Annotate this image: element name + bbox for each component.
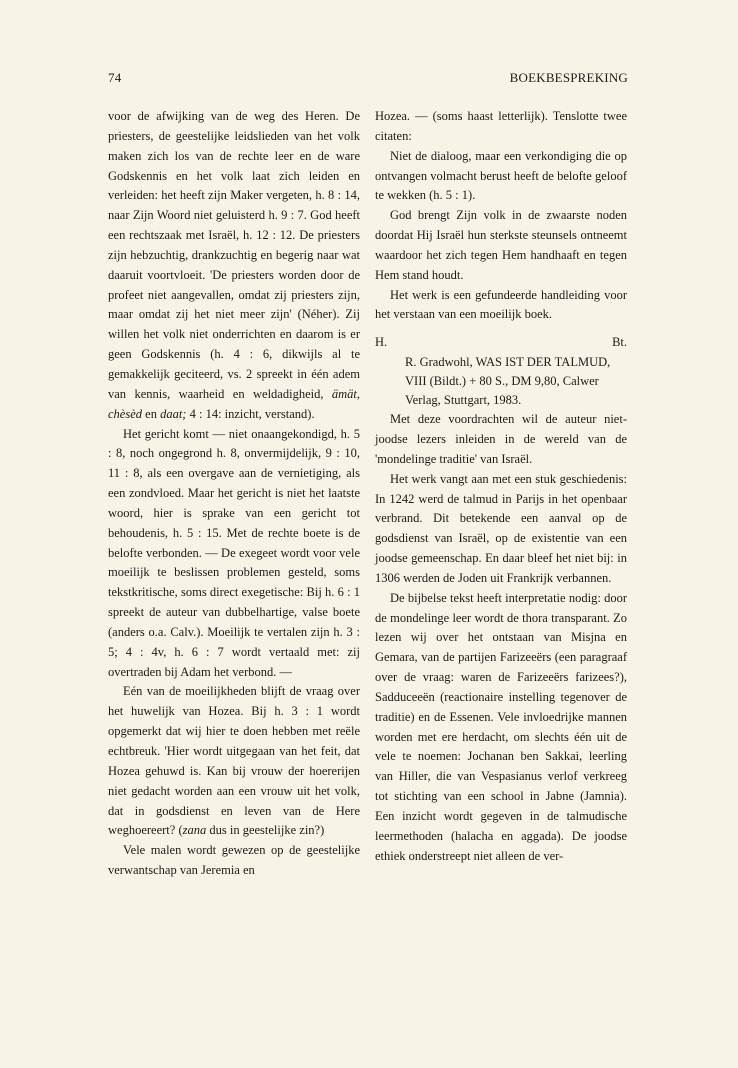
paragraph: Het werk is een gefundeerde handleiding voor het verstaan van een moeilijk boek. xyxy=(375,287,627,322)
paragraph: Met deze voordrachten wil de auteur niet-joodse lezers inleiden in de wereld van de 'mondelinge traditie' van Israël. xyxy=(375,412,627,466)
paragraph: Hozea. — (soms haast letterlijk). Tenslotte twee citaten: xyxy=(375,109,627,143)
paragraph: Het gericht komt — niet onaangekondigd, h. 5 : 8, noch ongegrond h. 8, onvermijdelijk, 9 : 10, 11 : 8, als een overgave aan de vernietiging, als een zondvloed. Maar het gericht is niet het laatste woord, hier is sprake van een gericht tot behoudenis, h. 5 : 15. Met de rechte boete is de belofte verbonden. — De exegeet wordt voor vele moeilijk te beslissen problemen gesteld, soms tekstkritische, soms direct exegetische: Bij h. 6 : 1 spreekt de auteur van dubbelhartige, valse boete (anders o.a. Calv.). Moeilijk te vertalen zijn h. 3 : 5; 4 : 4v, h. 6 : 7 wordt vertaald met: zij overtraden bij Adam het verbond. — xyxy=(108,426,360,679)
text-span: voor de afwijking van de weg des Heren. De priesters, de geestelijke leidslieden van het volk maken zich los van de rechte leer en de ware Godskennis en het volk laat zich leiden en verleiden: het heeft zijn Maker vergeten, h. 8 : 14, naar Zijn Woord niet geluisterd h. 9 : 7. God heeft een rechtszaak met Israël, h. 12 : 12. De priesters zijn hebzuchtig, drankzuchtig en begerig naar wat daaruit voortvloeit. 'De priesters worden door de profeet niet aangevallen, omdat zij priesters zijn, maar omdat zij het niet meer zijn' (Néher). Zij willen het volk niet onderrichten en daarom is er geen Godskennis (h. 4 : 6, dikwijls al te gemakkelijk geciteerd, vs. 2 spreekt in één adem van kennis, waarheid en weldadigheid, xyxy=(108,109,360,401)
page-number: 74 xyxy=(108,70,122,85)
paragraph xyxy=(108,107,360,425)
left-column xyxy=(108,107,360,881)
signature-initial: H. xyxy=(375,335,388,350)
paragraph: God brengt Zijn volk in de zwaarste noden doordat Hij Israël hun sterkste steunsels ontneemt waardoor het zich tegen Hem handhaaft en tegen Hem stand houdt. xyxy=(375,208,627,282)
paragraph: Het werk vangt aan met een stuk geschiedenis: In 1242 werd de talmud in Parijs in het openbaar verbrand. Dit betekende een aanval op de godsdienst van Israël, op de existentie van een joodse gemeenschap. En daar bleef het niet bij: in 1306 werden de Joden uit Frankrijk verbannen. xyxy=(375,471,627,585)
paragraph: Niet de dialoog, maar een verkondiging die op ontvangen volmacht berust heeft de belofte geloof te wekken (h. 5 : 1). xyxy=(375,148,627,203)
review-heading: R. Gradwohl, WAS IST DER TALMUD, VIII (Bildt.) + 80 S., DM 9,80, Calwer Verlag, Stuttgart, 1983. xyxy=(405,355,611,408)
page-header xyxy=(108,70,628,92)
running-head: BOEKBESPREKING xyxy=(509,70,628,85)
italic-term: zana xyxy=(182,823,207,838)
right-column xyxy=(375,107,627,867)
signature-reviewer: Bt. xyxy=(612,335,627,350)
paragraph: De bijbelse tekst heeft interpretatie nodig: door de mondelinge leer wordt de thora transparant. Zo lezen wij over het ontstaan van Misjna en Gemara, van de partijen Farizeeërs (een paragraaf over de vraag: waren de Farizeeërs farizees?), Sadduceeën (reactionaire instelling tegenover de traditie) en de Essenen. Vele invloedrijke mannen worden met ere herdacht, om slechts één uit de vele te noemen: Jochanan ben Sakkai, leerling van Hiller, die van Vespasianus verlof verkreeg tot stichting van een school in Jabne (Jamnia). Een inzicht wordt gegeven in de talmudische leermethoden (halacha en aggada). De joodse ethiek onderstreept niet alleen de ver- xyxy=(375,590,627,863)
text-span: 4 : 14: inzicht, verstand). xyxy=(186,406,315,421)
text-span: dus in geestelijke zin?) xyxy=(206,823,325,838)
paragraph: Vele malen wordt gewezen op de geestelijke verwantschap van Jeremia en xyxy=(108,843,360,878)
review-signature xyxy=(375,333,627,353)
italic-term: ämät, chèsèd xyxy=(108,386,360,421)
paragraph xyxy=(108,682,360,841)
italic-term: daat; xyxy=(160,406,187,421)
text-span: Eén van de moeilijkheden blijft de vraag over het huwelijk van Hozea. Bij h. 3 : 1 wordt opgemerkt dat wij hier te doen hebben met reële echtbreuk. 'Hier wordt uitgegaan van het feit, dat Hozea gehuwd is. Kan bij vrouw der hoererijen niet gedacht worden aan een vrouw uit het volk, dat in godsdienst en leven van de Here weghoereert? ( xyxy=(108,684,360,838)
text-span: en xyxy=(142,406,161,421)
